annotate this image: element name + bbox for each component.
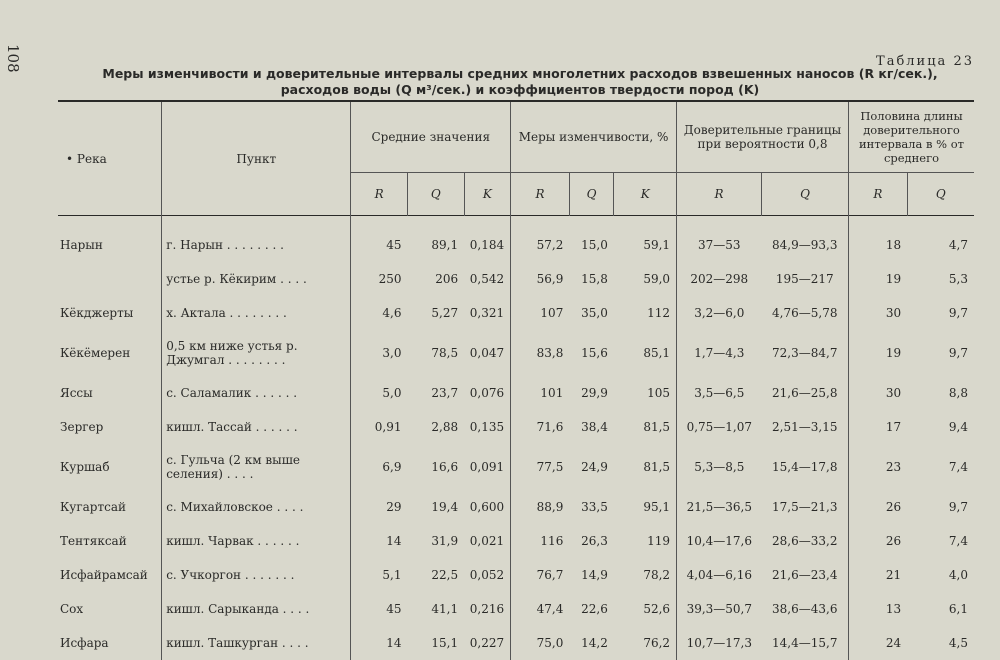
header-var-k: K <box>614 173 677 216</box>
point-name: кишл. Тассай . . . . . . <box>162 410 351 444</box>
river-name: Нарын <box>58 216 162 263</box>
cell-half-r: 30 <box>849 376 908 410</box>
header-var-q: Q <box>569 173 614 216</box>
table-row <box>58 626 974 660</box>
point-name: кишл. Чарвак . . . . . . <box>162 524 351 558</box>
cell-half-r: 19 <box>849 330 908 376</box>
cell-mean-k: 0,076 <box>464 376 511 410</box>
cell-var-q: 15,6 <box>569 330 614 376</box>
cell-conf-r: 39,3—50,7 <box>677 592 762 626</box>
header-river: • Река <box>58 101 162 216</box>
cell-mean-q: 78,5 <box>407 330 464 376</box>
cell-mean-q: 16,6 <box>407 444 464 490</box>
cell-conf-r: 1,7—4,3 <box>677 330 762 376</box>
title-line-2: расходов воды (Q м³/сек.) и коэффициентов твердости пород (K) <box>70 82 970 98</box>
point-name: с. Михайловское . . . . <box>162 490 351 524</box>
data-table <box>58 100 974 660</box>
cell-half-q: 8,8 <box>907 376 974 410</box>
cell-conf-r: 4,04—6,16 <box>677 558 762 592</box>
cell-half-r: 19 <box>849 262 908 296</box>
cell-mean-q: 206 <box>407 262 464 296</box>
cell-var-r: 83,8 <box>511 330 570 376</box>
cell-mean-k: 0,321 <box>464 296 511 330</box>
cell-var-r: 88,9 <box>511 490 570 524</box>
table-row <box>58 296 974 330</box>
cell-var-r: 116 <box>511 524 570 558</box>
cell-mean-r: 250 <box>351 262 408 296</box>
cell-conf-q: 195—217 <box>762 262 849 296</box>
cell-var-k: 95,1 <box>614 490 677 524</box>
cell-mean-r: 6,9 <box>351 444 408 490</box>
header-means-q: Q <box>407 173 464 216</box>
river-name: Яссы <box>58 376 162 410</box>
page-number: 108 <box>4 44 22 73</box>
point-name: г. Нарын . . . . . . . . <box>162 216 351 263</box>
cell-conf-r: 10,7—17,3 <box>677 626 762 660</box>
cell-half-q: 4,0 <box>907 558 974 592</box>
header-half-q: Q <box>907 173 974 216</box>
cell-mean-k: 0,227 <box>464 626 511 660</box>
table-row <box>58 410 974 444</box>
header-conf-r: R <box>677 173 762 216</box>
cell-var-k: 105 <box>614 376 677 410</box>
cell-conf-q: 17,5—21,3 <box>762 490 849 524</box>
table-row <box>58 216 974 263</box>
river-name: Зергер <box>58 410 162 444</box>
cell-var-q: 15,8 <box>569 262 614 296</box>
cell-conf-q: 84,9—93,3 <box>762 216 849 263</box>
cell-conf-q: 15,4—17,8 <box>762 444 849 490</box>
header-var-r: R <box>511 173 570 216</box>
cell-half-q: 4,7 <box>907 216 974 263</box>
point-name: кишл. Сарыканда . . . . <box>162 592 351 626</box>
cell-var-k: 119 <box>614 524 677 558</box>
cell-mean-r: 45 <box>351 592 408 626</box>
cell-var-q: 14,9 <box>569 558 614 592</box>
river-name: Кёкджерты <box>58 296 162 330</box>
point-name: с. Гульча (2 км выше селения) . . . . <box>162 444 351 490</box>
cell-mean-k: 0,052 <box>464 558 511 592</box>
cell-half-r: 17 <box>849 410 908 444</box>
cell-half-q: 7,4 <box>907 444 974 490</box>
cell-var-r: 71,6 <box>511 410 570 444</box>
point-name: с. Саламалик . . . . . . <box>162 376 351 410</box>
cell-var-k: 85,1 <box>614 330 677 376</box>
cell-mean-r: 29 <box>351 490 408 524</box>
header-conf-q: Q <box>762 173 849 216</box>
cell-mean-k: 0,091 <box>464 444 511 490</box>
table-row <box>58 490 974 524</box>
cell-half-r: 26 <box>849 490 908 524</box>
cell-conf-r: 21,5—36,5 <box>677 490 762 524</box>
point-name: устье р. Кёкирим . . . . <box>162 262 351 296</box>
cell-conf-q: 28,6—33,2 <box>762 524 849 558</box>
cell-half-q: 4,5 <box>907 626 974 660</box>
cell-mean-q: 23,7 <box>407 376 464 410</box>
river-name: Тентяксай <box>58 524 162 558</box>
cell-half-r: 21 <box>849 558 908 592</box>
cell-var-k: 59,1 <box>614 216 677 263</box>
cell-var-r: 47,4 <box>511 592 570 626</box>
cell-mean-r: 14 <box>351 524 408 558</box>
river-name <box>58 262 162 296</box>
cell-conf-r: 3,5—6,5 <box>677 376 762 410</box>
cell-var-r: 77,5 <box>511 444 570 490</box>
cell-mean-k: 0,135 <box>464 410 511 444</box>
river-name: Исфара <box>58 626 162 660</box>
table-label: Таблица 23 <box>876 54 974 69</box>
cell-var-k: 81,5 <box>614 410 677 444</box>
cell-conf-r: 3,2—6,0 <box>677 296 762 330</box>
cell-mean-k: 0,600 <box>464 490 511 524</box>
cell-half-q: 9,7 <box>907 296 974 330</box>
cell-mean-q: 5,27 <box>407 296 464 330</box>
cell-conf-r: 0,75—1,07 <box>677 410 762 444</box>
cell-var-r: 101 <box>511 376 570 410</box>
cell-mean-q: 31,9 <box>407 524 464 558</box>
cell-var-r: 57,2 <box>511 216 570 263</box>
cell-var-r: 75,0 <box>511 626 570 660</box>
header-variability: Меры изменчивости, % <box>511 101 677 173</box>
header-means-r: R <box>351 173 408 216</box>
cell-mean-r: 45 <box>351 216 408 263</box>
table-row <box>58 558 974 592</box>
point-name: 0,5 км ниже устья р. Джумгал . . . . . . . . <box>162 330 351 376</box>
table-body <box>58 216 974 660</box>
cell-mean-r: 5,0 <box>351 376 408 410</box>
cell-var-q: 33,5 <box>569 490 614 524</box>
cell-conf-r: 202—298 <box>677 262 762 296</box>
header-means-k: K <box>464 173 511 216</box>
cell-conf-r: 10,4—17,6 <box>677 524 762 558</box>
river-name: Сох <box>58 592 162 626</box>
table-row <box>58 262 974 296</box>
cell-mean-r: 5,1 <box>351 558 408 592</box>
cell-mean-k: 0,047 <box>464 330 511 376</box>
cell-half-q: 9,7 <box>907 490 974 524</box>
cell-var-r: 107 <box>511 296 570 330</box>
table-row <box>58 330 974 376</box>
header-half-interval: Половина длины доверительного интервала в % от среднего <box>849 101 975 173</box>
cell-var-k: 76,2 <box>614 626 677 660</box>
cell-mean-k: 0,184 <box>464 216 511 263</box>
point-name: с. Учкоргон . . . . . . . <box>162 558 351 592</box>
cell-conf-q: 72,3—84,7 <box>762 330 849 376</box>
cell-conf-q: 21,6—25,8 <box>762 376 849 410</box>
header-point: Пункт <box>162 101 351 216</box>
cell-half-r: 18 <box>849 216 908 263</box>
cell-half-q: 6,1 <box>907 592 974 626</box>
river-name: Куршаб <box>58 444 162 490</box>
table-title <box>70 66 970 98</box>
table-header <box>58 101 974 216</box>
cell-var-k: 78,2 <box>614 558 677 592</box>
cell-half-r: 30 <box>849 296 908 330</box>
cell-var-r: 56,9 <box>511 262 570 296</box>
cell-mean-q: 89,1 <box>407 216 464 263</box>
cell-mean-q: 15,1 <box>407 626 464 660</box>
cell-var-k: 59,0 <box>614 262 677 296</box>
cell-conf-q: 2,51—3,15 <box>762 410 849 444</box>
cell-half-q: 9,4 <box>907 410 974 444</box>
cell-conf-q: 38,6—43,6 <box>762 592 849 626</box>
cell-var-q: 14,2 <box>569 626 614 660</box>
cell-mean-q: 41,1 <box>407 592 464 626</box>
header-confidence: Доверительные границы при вероятности 0,8 <box>677 101 849 173</box>
cell-conf-q: 21,6—23,4 <box>762 558 849 592</box>
cell-var-q: 24,9 <box>569 444 614 490</box>
cell-half-r: 24 <box>849 626 908 660</box>
river-name: Исфайрамсай <box>58 558 162 592</box>
cell-mean-k: 0,542 <box>464 262 511 296</box>
cell-mean-r: 0,91 <box>351 410 408 444</box>
cell-half-q: 5,3 <box>907 262 974 296</box>
cell-conf-q: 4,76—5,78 <box>762 296 849 330</box>
cell-var-q: 38,4 <box>569 410 614 444</box>
river-name: Кёкёмерен <box>58 330 162 376</box>
header-half-r: R <box>849 173 908 216</box>
cell-half-r: 13 <box>849 592 908 626</box>
table-row <box>58 444 974 490</box>
cell-half-r: 23 <box>849 444 908 490</box>
header-means: Средние значения <box>351 101 511 173</box>
cell-var-q: 29,9 <box>569 376 614 410</box>
point-name: х. Актала . . . . . . . . <box>162 296 351 330</box>
cell-mean-q: 22,5 <box>407 558 464 592</box>
cell-var-r: 76,7 <box>511 558 570 592</box>
cell-var-k: 52,6 <box>614 592 677 626</box>
cell-mean-q: 19,4 <box>407 490 464 524</box>
cell-conf-q: 14,4—15,7 <box>762 626 849 660</box>
cell-var-q: 26,3 <box>569 524 614 558</box>
cell-half-r: 26 <box>849 524 908 558</box>
cell-var-q: 35,0 <box>569 296 614 330</box>
cell-half-q: 9,7 <box>907 330 974 376</box>
cell-var-q: 15,0 <box>569 216 614 263</box>
title-line-1: Меры изменчивости и доверительные интервалы средних многолетних расходов взвешенных наносов (R кг/сек.), <box>70 66 970 82</box>
cell-mean-k: 0,216 <box>464 592 511 626</box>
cell-var-k: 81,5 <box>614 444 677 490</box>
cell-mean-k: 0,021 <box>464 524 511 558</box>
cell-half-q: 7,4 <box>907 524 974 558</box>
table-row <box>58 376 974 410</box>
cell-mean-r: 4,6 <box>351 296 408 330</box>
table-row <box>58 592 974 626</box>
cell-conf-r: 5,3—8,5 <box>677 444 762 490</box>
table-row <box>58 524 974 558</box>
cell-mean-r: 14 <box>351 626 408 660</box>
cell-mean-q: 2,88 <box>407 410 464 444</box>
river-name: Кугартсай <box>58 490 162 524</box>
cell-mean-r: 3,0 <box>351 330 408 376</box>
cell-var-k: 112 <box>614 296 677 330</box>
cell-conf-r: 37—53 <box>677 216 762 263</box>
point-name: кишл. Ташкурган . . . . <box>162 626 351 660</box>
cell-var-q: 22,6 <box>569 592 614 626</box>
